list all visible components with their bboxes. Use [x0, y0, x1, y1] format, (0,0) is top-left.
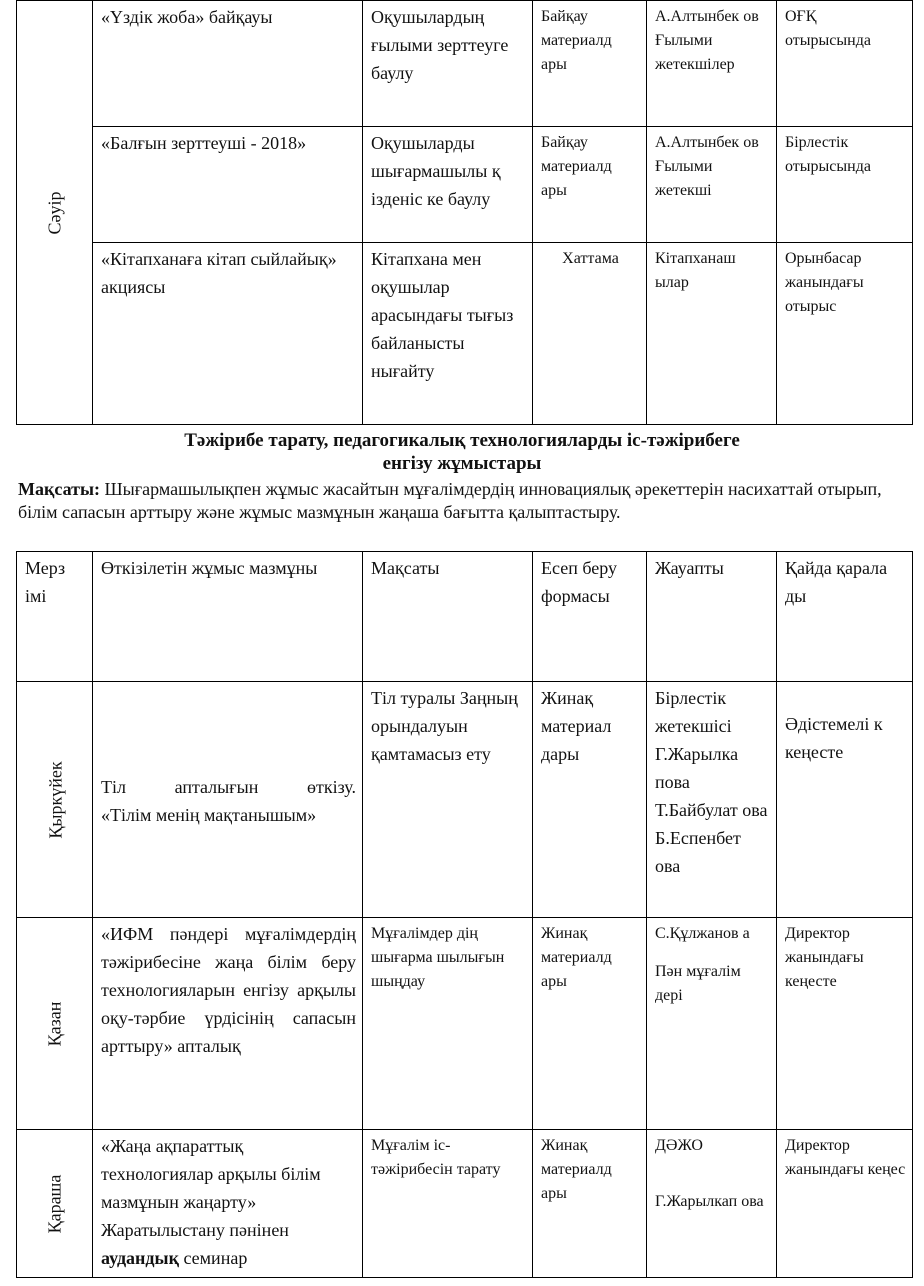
header-month: Мерз імі [17, 552, 93, 682]
purpose-cell: Тіл туралы Заңның орындалуын қамтамасыз ету [363, 682, 533, 918]
activities-table-top [16, 0, 913, 425]
purpose-cell: Мұғалім іс-тәжірибесін тарату [363, 1130, 533, 1278]
table-row [17, 918, 913, 1130]
header-responsible: Жауапты [647, 552, 777, 682]
content-cell: «Кітапханаға кітап сыйлайық» акциясы [93, 243, 363, 425]
month-label: Қараша [44, 1174, 65, 1233]
month-label: Қыркүйек [45, 760, 66, 839]
responsible-cell [647, 1130, 777, 1278]
table-row [17, 1130, 913, 1278]
responsible-cell [647, 918, 777, 1130]
responsible-line: ДӘЖО [655, 1137, 703, 1154]
goal-label: Мақсаты: [18, 479, 100, 499]
activities-table-bottom [16, 551, 913, 1278]
content-bold-text: аудандық [101, 1248, 179, 1268]
content-text: Жаратылыстану пәнінен [101, 1220, 289, 1240]
table-row [17, 1, 913, 127]
table-row [17, 243, 913, 425]
month-cell [17, 1, 93, 425]
table-row [17, 127, 913, 243]
purpose-cell: Оқушылардың ғылыми зерттеуге баулу [363, 1, 533, 127]
content-cell: «ИФМ пәндері мұғалімдердің тәжірибесіне жаңа білім беру технологияларын енгізу арқылы оқу-тәрбие үрдісінің сапасын арттыру» апталық [93, 918, 363, 1130]
header-purpose: Мақсаты [363, 552, 533, 682]
report-cell: Жинақ материалд ары [533, 1130, 647, 1278]
responsible-line: Пән мұғалім дері [655, 963, 741, 1004]
header-where: Қайда қарала ды [777, 552, 913, 682]
responsible-cell: Бірлестік жетекшісі Г.Жарылка пова Т.Байбулат ова Б.Еспенбет ова [647, 682, 777, 918]
header-report: Есеп беру формасы [533, 552, 647, 682]
report-cell: Жинақ материалд ары [533, 918, 647, 1130]
where-cell: Орынбасар жанындағы отырыс [777, 243, 913, 425]
responsible-line: С.Құлжанов а [655, 925, 750, 942]
content-text: семинар [178, 1248, 248, 1268]
report-cell: Хаттама [533, 243, 647, 425]
responsible-cell: А.Алтынбек ов Ғылыми жетекшілер [647, 1, 777, 127]
month-cell [17, 682, 93, 918]
where-cell: Әдістемелі к кеңесте [777, 682, 913, 918]
section-goal [18, 478, 898, 524]
section-title-line2: енгізу жұмыстары [382, 453, 542, 474]
responsible-line: Г.Жарылкап ова [655, 1193, 764, 1210]
content-line: «Тілім менің мақтанышым» [101, 804, 317, 825]
content-line: «Жаңа ақпараттық технологиялар арқылы білім мазмұнын жаңарту» [101, 1136, 321, 1212]
purpose-cell: Мұғалімдер дің шығарма шылығын шыңдау [363, 918, 533, 1130]
section-title-line1: Тәжірибе тарату, педагогикалық технологияларды іс-тәжірибеге [184, 430, 740, 451]
report-cell: Байқау материалд ары [533, 1, 647, 127]
month-cell [17, 918, 93, 1130]
content-cell: «Балғын зерттеуші - 2018» [93, 127, 363, 243]
responsible-cell: А.Алтынбек ов Ғылыми жетекші [647, 127, 777, 243]
content-line: Тіл апталығын өткізу. [101, 776, 356, 797]
month-label: Қазан [44, 1001, 65, 1046]
where-cell: Бірлестік отырысында [777, 127, 913, 243]
content-cell [93, 682, 363, 918]
where-cell: Директор жанындағы кеңесте [777, 918, 913, 1130]
table-row [17, 682, 913, 918]
header-content: Өткізілетін жұмыс мазмұны [93, 552, 363, 682]
table-header-row [17, 552, 913, 682]
content-cell: «Үздік жоба» байқауы [93, 1, 363, 127]
where-cell: Директор жанындағы кеңес [777, 1130, 913, 1278]
report-cell: Байқау материалд ары [533, 127, 647, 243]
content-cell [93, 1130, 363, 1278]
month-cell [17, 1130, 93, 1278]
purpose-cell: Оқушыларды шығармашылы қ ізденіс ке баулу [363, 127, 533, 243]
purpose-cell: Кітапхана мен оқушылар арасындағы тығыз байланысты нығайту [363, 243, 533, 425]
month-label: Сәуір [44, 191, 65, 234]
responsible-cell: Кітапханаш ылар [647, 243, 777, 425]
where-cell: ОҒҚ отырысында [777, 1, 913, 127]
goal-text: Шығармашылықпен жұмыс жасайтын мұғалімдердің инновациялық әрекеттерін насихаттай отырып, білім сапасын арттыру және жұмыс мазмұнын жаңаша бағытта қалыптастыру. [18, 479, 882, 522]
content-line [101, 1216, 356, 1272]
report-cell: Жинақ материал дары [533, 682, 647, 918]
